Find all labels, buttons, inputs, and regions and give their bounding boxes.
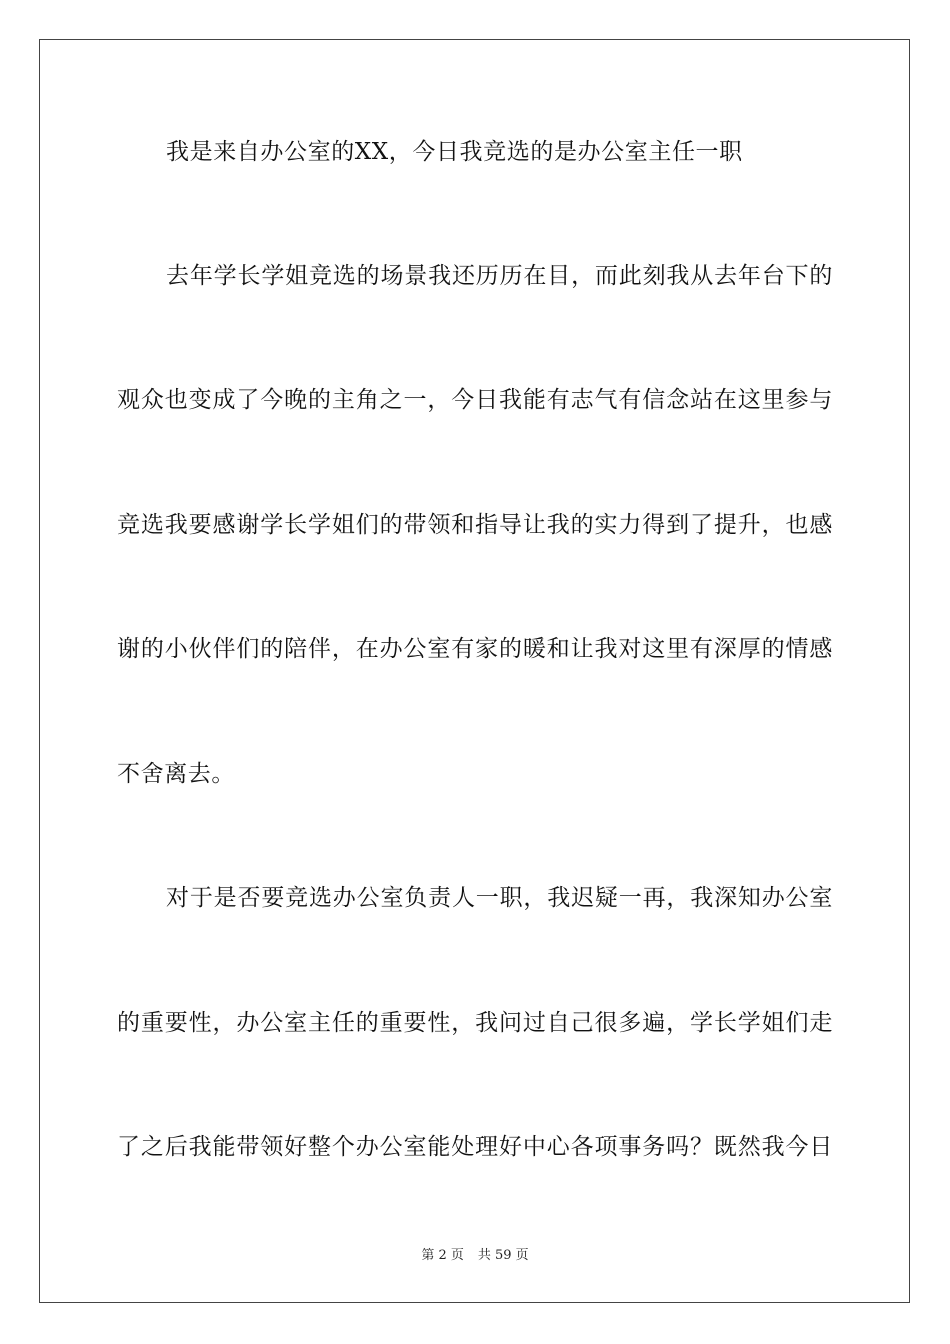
paragraph-3-line-2: 的重要性，办公室主任的重要性，我问过自己很多遍，学长学姐们走: [117, 1010, 833, 1036]
page-border: [39, 39, 910, 1303]
page-footer: [0, 1247, 950, 1265]
paragraph-2-line-3: 竞选我要感谢学长学姐们的带领和指导让我的实力得到了提升，也感: [117, 512, 833, 538]
paragraph-3-line-1: 对于是否要竞选办公室负责人一职，我迟疑一再，我深知办公室: [166, 885, 833, 911]
paragraph-2-line-2: 观众也变成了今晚的主角之一，今日我能有志气有信念站在这里参与: [117, 387, 833, 413]
total-pages: 共 59 页: [477, 1248, 529, 1263]
paragraph-3-line-3: 了之后我能带领好整个办公室能处理好中心各项事务吗？既然我今日: [117, 1134, 833, 1160]
page-number: 第 2 页: [421, 1248, 464, 1263]
paragraph-2-line-5: 不舍离去。: [117, 761, 235, 787]
paragraph-2-line-1: 去年学长学姐竞选的场景我还历历在目，而此刻我从去年台下的: [166, 263, 833, 289]
paragraph-2-line-4: 谢的小伙伴们的陪伴，在办公室有家的暖和让我对这里有深厚的情感: [117, 636, 833, 662]
paragraph-1-line-1: 我是来自办公室的XX，今日我竞选的是办公室主任一职: [166, 139, 743, 165]
